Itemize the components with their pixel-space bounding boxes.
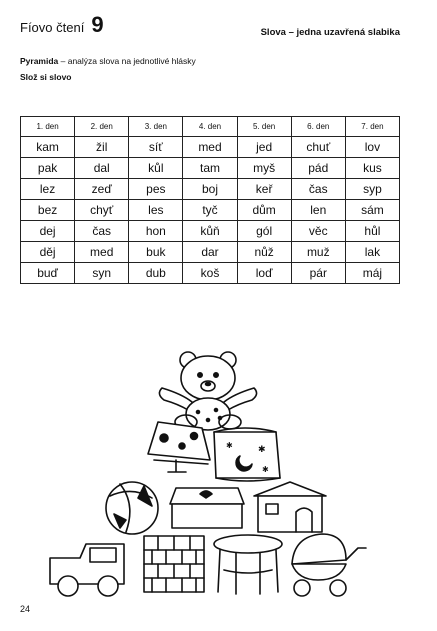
word-cell: pak (21, 158, 75, 179)
word-cell: nůž (237, 242, 291, 263)
word-cell: bez (21, 200, 75, 221)
table-row (21, 158, 400, 179)
word-cell: buď (21, 263, 75, 284)
word-cell: les (129, 200, 183, 221)
word-rows (21, 137, 400, 284)
word-cell: pes (129, 179, 183, 200)
page-number: 24 (20, 604, 31, 614)
word-cell: dům (237, 200, 291, 221)
word-cell: loď (237, 263, 291, 284)
word-cell: syn (75, 263, 129, 284)
word-cell: tam (183, 158, 237, 179)
word-table (20, 116, 400, 284)
column-header: 3. den (129, 117, 183, 137)
table-row (21, 221, 400, 242)
stool-icon (214, 535, 282, 594)
column-header: 1. den (21, 117, 75, 137)
toy-pyramid-illustration (40, 348, 380, 598)
word-cell: kůň (183, 221, 237, 242)
word-cell: čas (291, 179, 345, 200)
word-cell: boj (183, 179, 237, 200)
word-cell: kůl (129, 158, 183, 179)
table-row (21, 263, 400, 284)
lesson-topic: Slova – jedna uzavřená slabika (260, 27, 400, 38)
word-cell: chyť (75, 200, 129, 221)
word-cell: hon (129, 221, 183, 242)
word-cell: myš (237, 158, 291, 179)
table-row (21, 242, 400, 263)
word-cell: lov (345, 137, 399, 158)
house-icon (254, 482, 326, 532)
word-cell: med (183, 137, 237, 158)
word-cell: dar (183, 242, 237, 263)
word-cell: dej (21, 221, 75, 242)
chest-icon (170, 488, 244, 528)
word-cell: keř (237, 179, 291, 200)
word-cell: jed (237, 137, 291, 158)
column-header: 6. den (291, 117, 345, 137)
column-header: 4. den (183, 117, 237, 137)
word-cell: lez (21, 179, 75, 200)
word-cell: tyč (183, 200, 237, 221)
title-text: Fíovo čtení (20, 20, 85, 35)
word-cell: sám (345, 200, 399, 221)
word-cell: síť (129, 137, 183, 158)
word-cell: syp (345, 179, 399, 200)
toy-truck-icon (50, 544, 124, 596)
word-cell: žil (75, 137, 129, 158)
subtitle (20, 56, 196, 66)
subtitle-rest: – analýza slova na jednotlivé hlásky (58, 56, 196, 66)
table-row (21, 137, 400, 158)
svg-text:✱: ✱ (226, 441, 233, 450)
ball-icon (106, 482, 158, 534)
word-cell: dal (75, 158, 129, 179)
column-header: 7. den (345, 117, 399, 137)
word-cell: chuť (291, 137, 345, 158)
word-cell: máj (345, 263, 399, 284)
svg-text:✱: ✱ (262, 465, 269, 474)
word-cell: hůl (345, 221, 399, 242)
lesson-number: 9 (91, 12, 104, 37)
word-cell: pár (291, 263, 345, 284)
bricks-icon (144, 536, 204, 592)
word-cell: děj (21, 242, 75, 263)
word-cell: len (291, 200, 345, 221)
instruction: Slož si slovo (20, 72, 72, 82)
word-cell: pád (291, 158, 345, 179)
word-cell: koš (183, 263, 237, 284)
word-cell: věc (291, 221, 345, 242)
word-cell: kam (21, 137, 75, 158)
subtitle-bold: Pyramida (20, 56, 59, 66)
svg-text:✱: ✱ (258, 444, 266, 454)
column-header: 5. den (237, 117, 291, 137)
column-header: 2. den (75, 117, 129, 137)
word-cell: gól (237, 221, 291, 242)
word-cell: muž (291, 242, 345, 263)
word-cell: dub (129, 263, 183, 284)
book-icon (214, 428, 280, 481)
lamp-icon (148, 422, 210, 472)
word-cell: med (75, 242, 129, 263)
teddy-bear-icon (159, 352, 256, 430)
word-cell: čas (75, 221, 129, 242)
worksheet-title (20, 14, 104, 36)
word-cell: kus (345, 158, 399, 179)
word-cell: lak (345, 242, 399, 263)
table-row (21, 179, 400, 200)
pram-icon (292, 534, 366, 596)
table-row (21, 200, 400, 221)
word-cell: zeď (75, 179, 129, 200)
word-cell: buk (129, 242, 183, 263)
table-header-row (21, 117, 400, 137)
